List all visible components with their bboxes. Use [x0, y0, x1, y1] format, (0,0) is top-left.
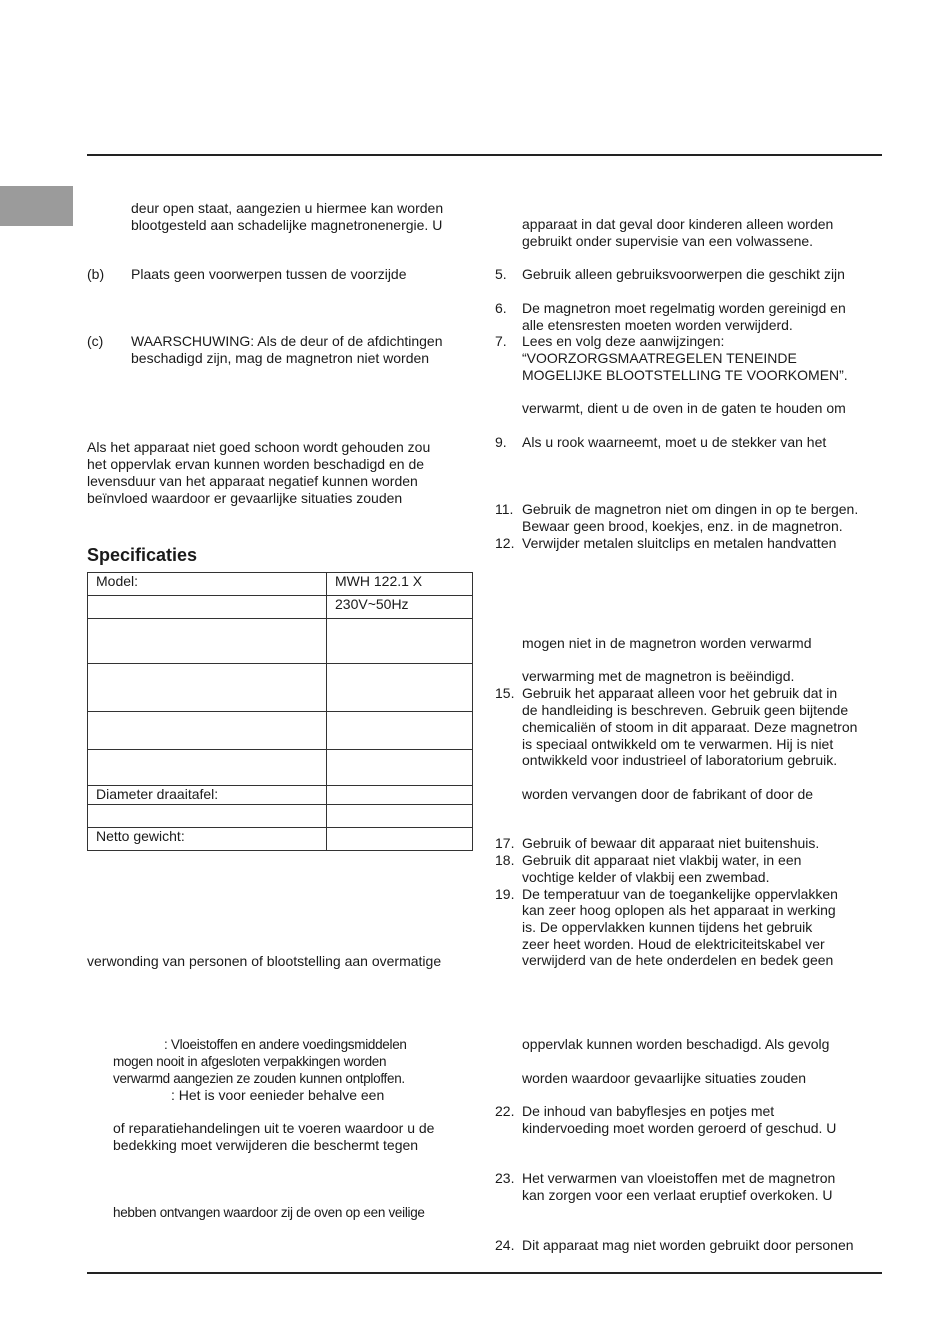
text-line: deur open staat, aangezien u hiermee kan worden [131, 200, 444, 216]
table-cell: Model: [88, 573, 327, 596]
text-line: de handleiding is beschreven. Gebruik geen bijtende [522, 702, 849, 718]
spec-table [87, 572, 473, 851]
text-line: mogen nooit in afgesloten verpakkingen worden [113, 1054, 387, 1069]
table-cell [88, 750, 327, 786]
table-cell [327, 712, 473, 750]
table-cell: MWH 122.1 X [327, 573, 473, 596]
text-line: beschadigd zijn, mag de magnetron niet worden [131, 350, 430, 366]
text-line: bedekking moet verwijderen die beschermt tegen [113, 1137, 419, 1153]
list-number: 22. [495, 1103, 515, 1119]
text-line: oppervlak kunnen worden beschadigd. Als gevolg [522, 1036, 830, 1052]
text-line: is speciaal ontwikkeld om te verwarmen. Hij is niet [522, 736, 834, 752]
table-cell [88, 805, 327, 828]
text-line: De temperatuur van de toegankelijke oppervlakken [522, 886, 838, 902]
table-cell: Diameter draaitafel: [88, 786, 327, 805]
list-number: 24. [495, 1237, 515, 1253]
text-line: “VOORZORGSMAATREGELEN TENEINDE [522, 350, 797, 366]
table-row [88, 596, 473, 619]
text-line: worden waardoor gevaarlijke situaties zouden [522, 1070, 807, 1086]
table-row [88, 828, 473, 851]
text-line: mogen niet in de magnetron worden verwarmd [522, 635, 812, 651]
table-cell [88, 596, 327, 619]
list-number: 23. [495, 1170, 515, 1186]
text-line: zeer heet worden. Houd de elektriciteitskabel ver [522, 936, 825, 952]
table-row [88, 573, 473, 596]
text-line: : Het is voor eenieder behalve een [171, 1087, 385, 1103]
text-line: verwarmd aangezien ze zouden kunnen ontploffen. [113, 1071, 405, 1086]
text-line: : Vloeistoffen en andere voedingsmiddelen [164, 1037, 407, 1052]
top-rule [87, 154, 882, 156]
list-number: 12. [495, 535, 515, 551]
text-line: Verwijder metalen sluitclips en metalen handvatten [522, 535, 837, 551]
text-line: Gebruik of bewaar dit apparaat niet buitenshuis. [522, 835, 820, 851]
text-line: verwarmt, dient u de oven in de gaten te houden om [522, 400, 846, 416]
table-cell [327, 786, 473, 805]
text-line: gebruikt onder supervisie van een volwassene. [522, 233, 814, 249]
table-cell [327, 619, 473, 664]
text-line: apparaat in dat geval door kinderen alleen worden [522, 216, 834, 232]
list-number: 15. [495, 685, 515, 701]
list-number: 17. [495, 835, 515, 851]
text-line: De inhoud van babyflesjes en potjes met [522, 1103, 775, 1119]
table-cell [327, 805, 473, 828]
list-number: 7. [495, 333, 507, 349]
text-line: vochtige kelder of vlakbij een zwembad. [522, 869, 770, 885]
page-side-tab [0, 186, 73, 226]
table-cell [88, 619, 327, 664]
text-line: beïnvloed waardoor er gevaarlijke situaties zouden [87, 490, 403, 506]
text-line: of reparatiehandelingen uit te voeren waardoor u de [113, 1120, 435, 1136]
table-cell [88, 712, 327, 750]
text-line: Plaats geen voorwerpen tussen de voorzijde [131, 266, 407, 282]
text-line: alle etensresten moeten worden verwijderd. [522, 317, 793, 333]
text-line: is. De oppervlakken kunnen tijdens het gebruik [522, 919, 813, 935]
table-cell: Netto gewicht: [88, 828, 327, 851]
table-row [88, 750, 473, 786]
table-cell [327, 750, 473, 786]
text-line: Lees en volg deze aanwijzingen: [522, 333, 725, 349]
list-number: 9. [495, 434, 507, 450]
text-line: worden vervangen door de fabrikant of door de [522, 786, 814, 802]
list-number: 18. [495, 852, 515, 868]
table-row [88, 786, 473, 805]
text-line: De magnetron moet regelmatig worden gereinigd en [522, 300, 846, 316]
text-line: MOGELIJKE BLOOTSTELLING TE VOORKOMEN”. [522, 367, 848, 383]
table-cell [327, 664, 473, 712]
text-line: Gebruik dit apparaat niet vlakbij water, in een [522, 852, 802, 868]
table-row [88, 619, 473, 664]
text-line: Bewaar geen brood, koekjes, enz. in de magnetron. [522, 518, 843, 534]
section-heading: Specificaties [87, 545, 198, 565]
item-label: (b) [87, 266, 105, 282]
text-line: Gebruik alleen gebruiksvoorwerpen die geschikt zijn [522, 266, 845, 282]
table-row [88, 805, 473, 828]
text-line: ontwikkeld voor industrieel of laboratorium gebruik. [522, 752, 838, 768]
table-cell [327, 828, 473, 851]
text-line: hebben ontvangen waardoor zij de oven op een veilige [113, 1205, 425, 1220]
text-line: Het verwarmen van vloeistoffen met de magnetron [522, 1170, 836, 1186]
text-line: Als het apparaat niet goed schoon wordt gehouden zou [87, 439, 431, 455]
text-line: WAARSCHUWING: Als de deur of de afdichtingen [131, 333, 443, 349]
text-line: Gebruik het apparaat alleen voor het gebruik dat in [522, 685, 838, 701]
text-line: Gebruik de magnetron niet om dingen in op te bergen. [522, 501, 859, 517]
text-line: kan zorgen voor een verlaat eruptief overkoken. U [522, 1187, 833, 1203]
text-line: kindervoeding moet worden geroerd of geschud. U [522, 1120, 837, 1136]
text-line: blootgesteld aan schadelijke magnetronenergie. U [131, 217, 443, 233]
text-line: verwonding van personen of blootstelling aan overmatige [87, 953, 442, 969]
list-number: 6. [495, 300, 507, 316]
bottom-rule [87, 1272, 882, 1274]
text-line: Als u rook waarneemt, moet u de stekker van het [522, 434, 827, 450]
table-row [88, 664, 473, 712]
text-line: het oppervlak ervan kunnen worden beschadigd en de [87, 456, 425, 472]
text-line: verwijderd van de hete onderdelen en bedek geen [522, 952, 834, 968]
item-label: (c) [87, 333, 104, 349]
list-number: 19. [495, 886, 515, 902]
table-cell [88, 664, 327, 712]
text-line: levensduur van het apparaat negatief kunnen worden [87, 473, 418, 489]
text-line: kan zeer hoog oplopen als het apparaat in werking [522, 902, 836, 918]
table-cell: 230V~50Hz [327, 596, 473, 619]
text-line: verwarming met de magnetron is beëindigd. [522, 668, 795, 684]
list-number: 5. [495, 266, 507, 282]
table-row [88, 712, 473, 750]
list-number: 11. [495, 501, 514, 517]
text-line: Dit apparaat mag niet worden gebruikt door personen [522, 1237, 854, 1253]
text-line: chemicaliën of stoom in dit apparaat. Deze magnetron [522, 719, 858, 735]
